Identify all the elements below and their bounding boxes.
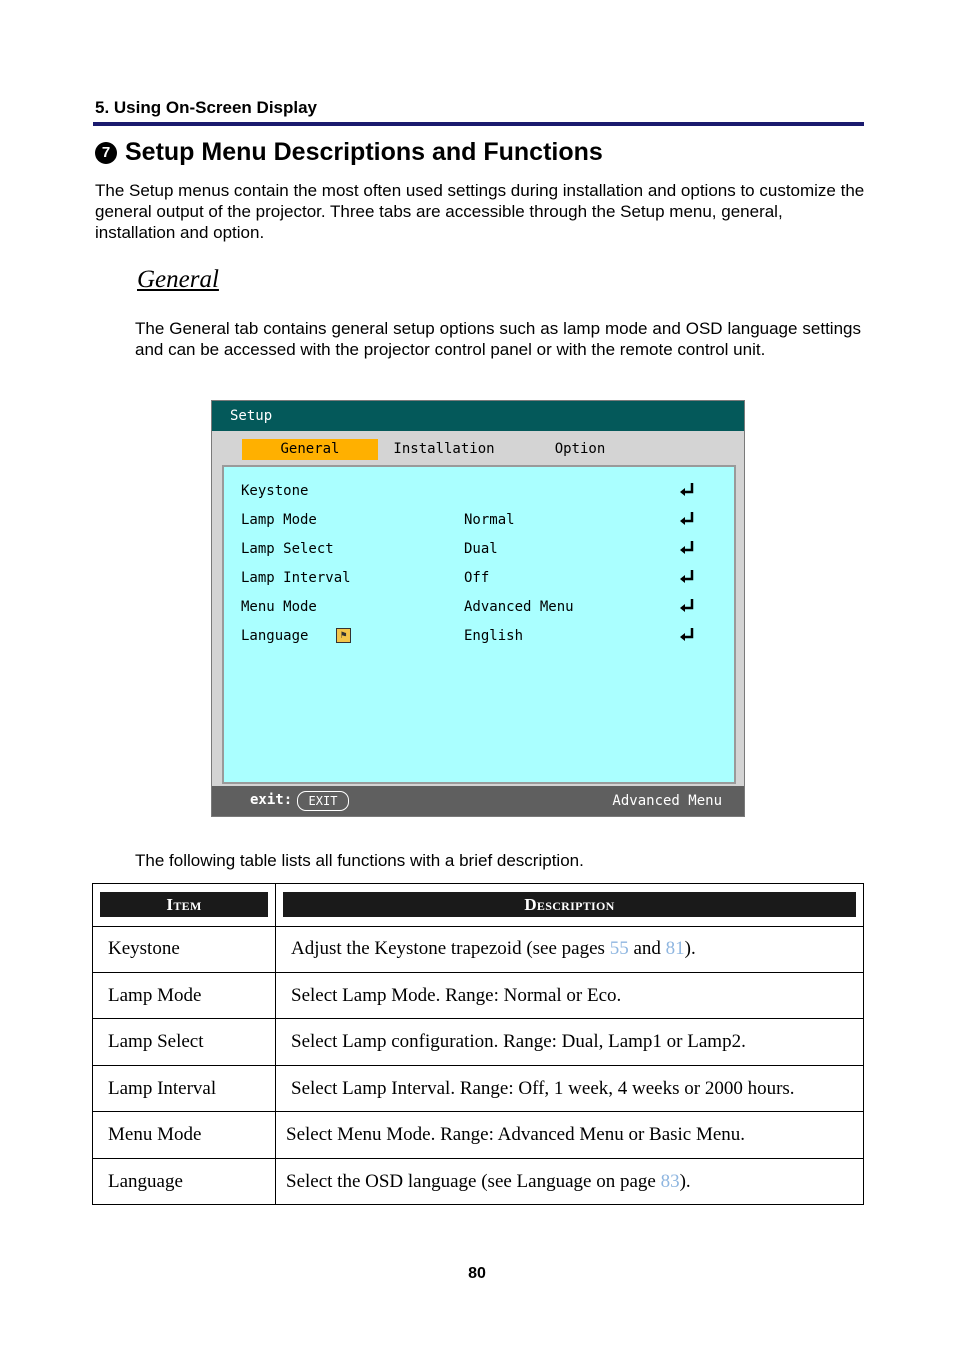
page-link[interactable]: 81: [665, 938, 685, 959]
page-number: 80: [468, 1265, 486, 1282]
table-cell-item: Lamp Interval: [108, 1078, 217, 1099]
tab-option[interactable]: Option: [554, 441, 606, 457]
enter-icon: [678, 568, 696, 586]
general-paragraph: The General tab contains general setup options such as lamp mode and OSD language settings and can be accessed with the projector control panel or with the remote control unit.: [135, 319, 861, 359]
osd-row-value: Advanced Menu: [464, 599, 574, 615]
exit-label: exit:: [250, 792, 293, 808]
enter-icon: [678, 626, 696, 644]
table-cell-description: Adjust the Keystone trapezoid (see pages 55 and 81).: [291, 938, 696, 959]
tab-general[interactable]: General: [242, 439, 378, 460]
osd-row-lamp-interval[interactable]: [241, 568, 711, 590]
table-cell-description: Select Lamp Interval. Range: Off, 1 week, 4 weeks or 2000 hours.: [291, 1078, 795, 1099]
osd-row-value: Off: [464, 570, 490, 586]
osd-row-label: Language: [241, 628, 309, 644]
osd-setup-menu: [211, 400, 745, 817]
osd-row-language[interactable]: [241, 626, 711, 648]
table-cell-item: Keystone: [108, 938, 180, 959]
header-description: Description: [283, 892, 856, 917]
intro-paragraph: The Setup menus contain the most often used settings during installation and options to customize the general output of the projector. Three tabs are accessible through the Setup menu, general, installation and option.: [95, 181, 865, 242]
osd-row-label: Lamp Mode: [241, 512, 317, 528]
table-cell-item: Menu Mode: [108, 1124, 202, 1145]
row-divider: [93, 1111, 863, 1112]
table-cell-item: Lamp Select: [108, 1031, 204, 1052]
row-divider: [93, 972, 863, 973]
page-title: [95, 138, 603, 167]
menu-mode-indicator: Advanced Menu: [612, 793, 722, 809]
osd-row-label: Keystone: [241, 483, 309, 499]
page-title-text: Setup Menu Descriptions and Functions: [125, 138, 603, 166]
osd-row-value: English: [464, 628, 524, 644]
osd-settings-panel: [222, 465, 736, 784]
osd-row-value: Normal: [464, 512, 515, 528]
osd-row-label: Lamp Select: [241, 541, 334, 557]
header-item: Item: [100, 892, 268, 917]
table-cell-description: Select Lamp Mode. Range: Normal or Eco.: [291, 985, 622, 1006]
osd-row-keystone[interactable]: [241, 481, 711, 503]
table-cell-item: Lamp Mode: [108, 985, 202, 1006]
step-number-badge: 7: [95, 142, 117, 164]
osd-titlebar: Setup: [212, 401, 744, 431]
page-link[interactable]: 55: [609, 938, 629, 959]
section-divider: [93, 122, 864, 126]
row-divider: [93, 1158, 863, 1159]
column-divider: [275, 884, 276, 1204]
table-cell-description: Select Lamp configuration. Range: Dual, Lamp1 or Lamp2.: [291, 1031, 746, 1052]
enter-icon: [678, 597, 696, 615]
enter-icon: [678, 510, 696, 528]
enter-icon: [678, 481, 696, 499]
osd-row-menu-mode[interactable]: [241, 597, 711, 619]
table-intro: The following table lists all functions with a brief description.: [135, 851, 584, 870]
table-cell-item: Language: [108, 1171, 183, 1192]
exit-button[interactable]: EXIT: [297, 791, 349, 811]
osd-footer: [212, 786, 744, 816]
osd-row-label: Menu Mode: [241, 599, 317, 615]
table-cell-description: Select Menu Mode. Range: Advanced Menu or Basic Menu.: [286, 1124, 746, 1145]
row-divider: [93, 926, 863, 927]
language-icon: ⚑: [336, 628, 351, 643]
row-divider: [93, 1065, 863, 1066]
section-header: 5. Using On-Screen Display: [95, 98, 318, 117]
osd-row-lamp-mode[interactable]: [241, 510, 711, 532]
osd-row-lamp-select[interactable]: [241, 539, 711, 561]
osd-row-value: Dual: [464, 541, 498, 557]
row-divider: [93, 1018, 863, 1019]
tab-installation[interactable]: Installation: [393, 441, 495, 457]
enter-icon: [678, 539, 696, 557]
osd-row-label: Lamp Interval: [241, 570, 351, 586]
table-cell-description: Select the OSD language (see Language on page 83).: [286, 1171, 691, 1192]
functions-table: [92, 883, 864, 1205]
page-link[interactable]: 83: [660, 1171, 680, 1192]
subheading-general: General: [137, 266, 219, 293]
